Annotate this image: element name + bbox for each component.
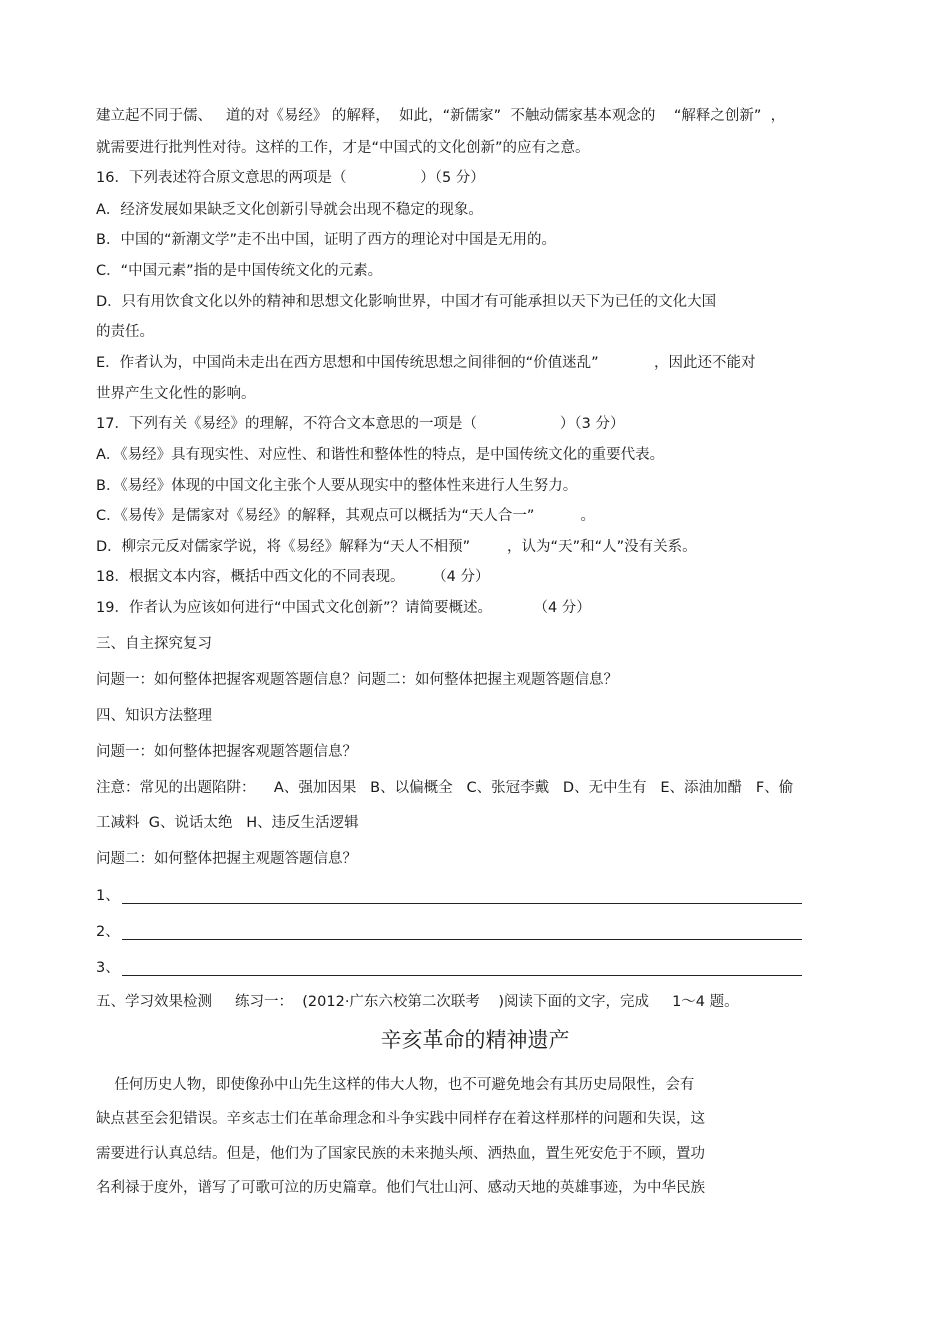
question-18: 18．根据文本内容，概括中西文化的不同表现。 （4 分）: [96, 569, 490, 585]
question-17-stem: 17．下列有关《易经》的理解，不符合文本意思的一项是（ ）（3 分）: [96, 416, 625, 432]
section-4-question-2: 问题二：如何整体把握主观题答题信息？: [96, 851, 357, 867]
section-3-text: 问题一：如何整体把握客观题答题信息？问题二：如何整体把握主观题答题信息？: [96, 672, 618, 688]
section-3-heading: 三、自主探究复习: [96, 636, 212, 652]
answer-line: [122, 975, 802, 976]
section-4-note-line-2: 工减料 G、说话太绝 H、违反生活逻辑: [96, 815, 359, 831]
article-line-2: 缺点甚至会犯错误。辛亥志士们在革命理念和斗争实践中同样存在着这样那样的问题和失误，这: [96, 1111, 705, 1127]
article-line-1: 任何历史人物，即使像孙中山先生这样的伟大人物，也不可避免地会有其历史局限性，会有: [96, 1077, 695, 1093]
question-16-option-b: B．中国的“新潮文学”走不出中国，证明了西方的理论对中国是无用的。: [96, 232, 556, 248]
section-4-note-line-1: 注意：常见的出题陷阱： A、强加因果 B、以偏概全 C、张冠李戴 D、无中生有 E、添油加醋 F、偷: [96, 780, 794, 796]
question-16-option-d: D．只有用饮食文化以外的精神和思想文化影响世界，中国才有可能承担以天下为已任的文化大国: [96, 294, 717, 310]
section-4-question-1: 问题一：如何整体把握客观题答题信息？: [96, 744, 357, 760]
answer-blank-number: 3、: [96, 960, 120, 976]
answer-blank-number: 1、: [96, 888, 120, 904]
article-title: 辛亥革命的精神遗产: [380, 1028, 570, 1052]
answer-blank-2[interactable]: [96, 922, 802, 944]
answer-line: [122, 939, 802, 940]
article-line-4: 名利禄于度外，谱写了可歌可泣的历史篇章。他们气壮山河、感动天地的英雄事迹，为中华民族: [96, 1180, 705, 1196]
answer-blank-3[interactable]: [96, 958, 802, 980]
question-16-option-e-cont: 世界产生文化性的影响。: [96, 386, 256, 402]
answer-blank-number: 2、: [96, 924, 120, 940]
question-16-option-c: C．“中国元素”指的是中国传统文化的元素。: [96, 263, 383, 279]
intro-line-1: 建立起不同于儒、 道的对《易经》 的解释， 如此，“新儒家” 不触动儒家基本观念的 “解释之创新” ，: [96, 108, 786, 124]
intro-line-2: 就需要进行批判性对待。这样的工作，才是“中国式的文化创新”的应有之意。: [96, 140, 590, 156]
question-19: 19．作者认为应该如何进行“中国式文化创新”？请简要概述。 （4 分）: [96, 600, 591, 616]
section-4-heading: 四、知识方法整理: [96, 708, 212, 724]
question-16-option-e: E．作者认为，中国尚未走出在西方思想和中国传统思想之间徘徊的“价值迷乱” ，因此还不能对: [96, 355, 756, 371]
question-17-option-d: D．柳宗元反对儒家学说，将《易经》解释为“天人不相预” ，认为“天”和“人”没有关系。: [96, 539, 697, 555]
question-16-stem: 16．下列表述符合原文意思的两项是（ ）（5 分）: [96, 170, 485, 186]
question-17-option-c: C．《易传》是儒家对《易经》的解释，其观点可以概括为“天人合一” 。: [96, 508, 595, 524]
answer-line: [122, 903, 802, 904]
answer-blank-1[interactable]: [96, 886, 802, 908]
question-17-option-a: A．《易经》具有现实性、对应性、和谐性和整体性的特点，是中国传统文化的重要代表。: [96, 447, 665, 463]
article-line-3: 需要进行认真总结。但是，他们为了国家民族的未来抛头颅、洒热血，置生死安危于不顾，置功: [96, 1146, 705, 1162]
question-16-option-a: A．经济发展如果缺乏文化创新引导就会出现不稳定的现象。: [96, 202, 483, 218]
question-17-option-b: B．《易经》体现的中国文化主张个人要从现实中的整体性来进行人生努力。: [96, 478, 578, 494]
question-16-option-d-cont: 的责任。: [96, 324, 154, 340]
section-5-heading: 五、学习效果检测 练习一： (2012·广东六校第二次联考 )阅读下面的文字，完成 1～4 题。: [96, 994, 739, 1010]
